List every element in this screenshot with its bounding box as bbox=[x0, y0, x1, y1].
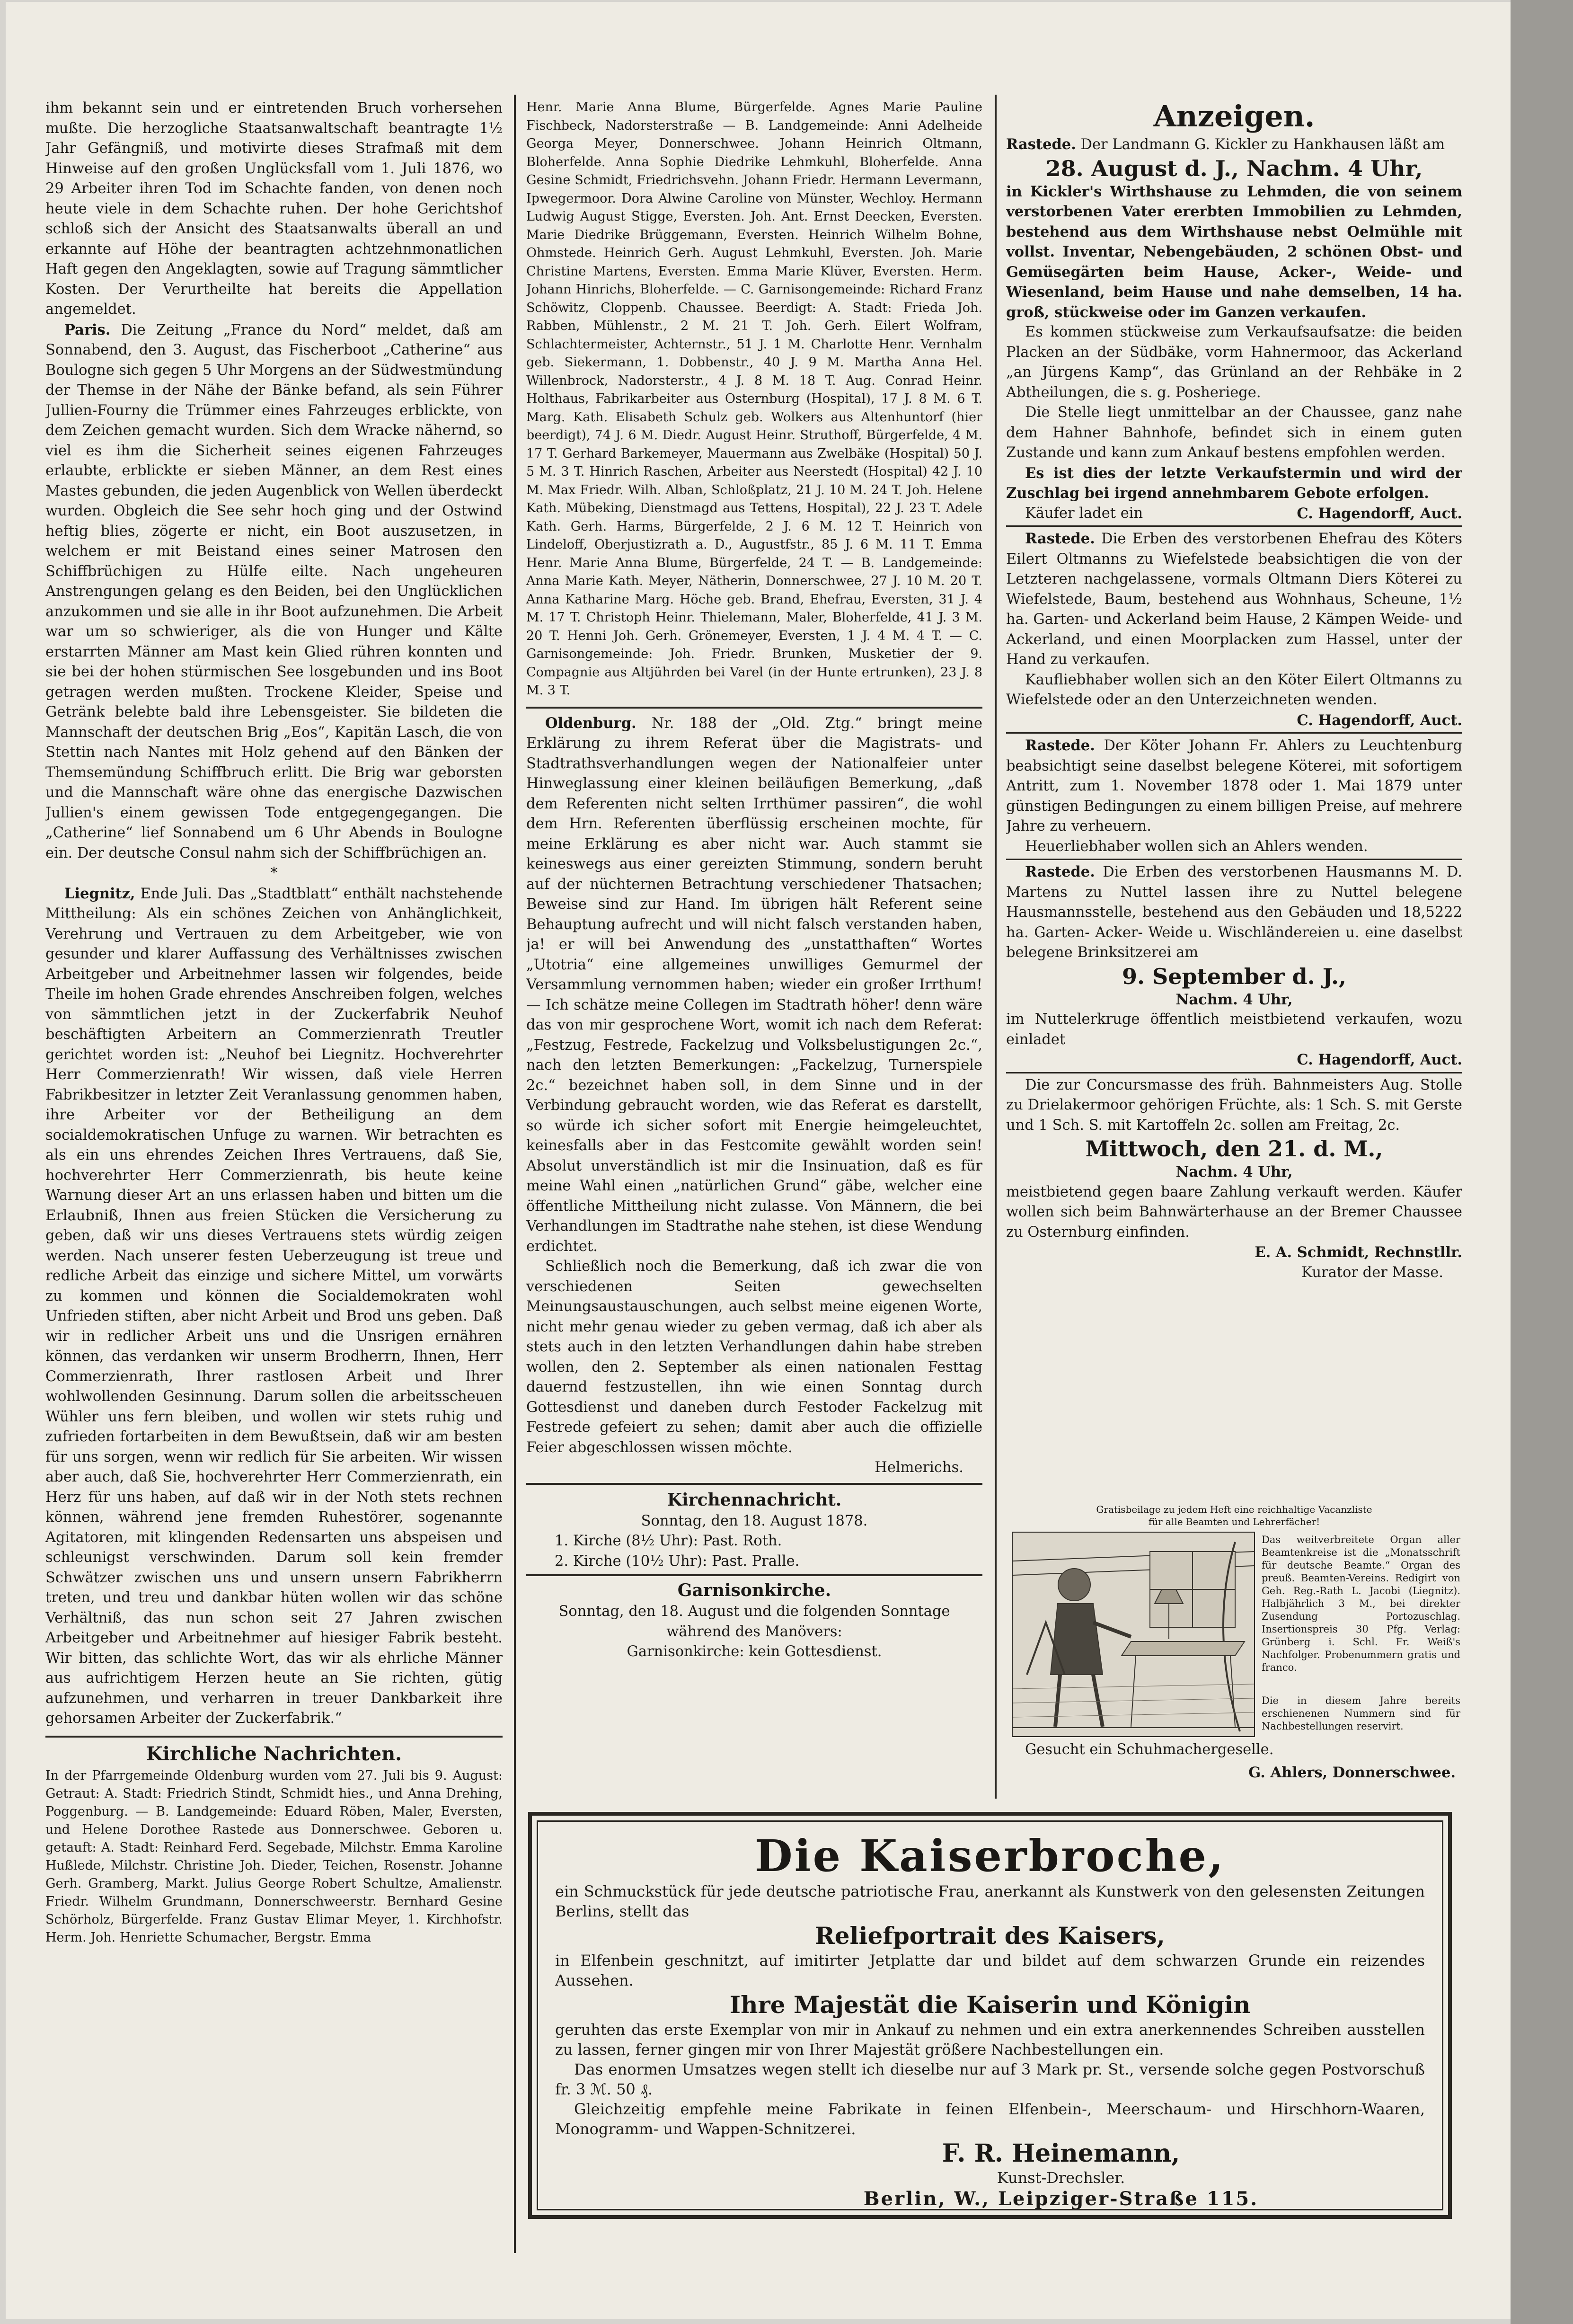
beamten-ad bbox=[1006, 1503, 1462, 1806]
ad4-time: Nachm. 4 Uhr, bbox=[1175, 991, 1293, 1008]
dateline-liegnitz: Liegnitz, bbox=[64, 885, 135, 902]
ad5-body: Die zur Concursmasse des früh. Bahnmeisters Aug. Stolle zu Drielakermoor gehörigen Früchte, als: 1 Sch. S. mit Gerste und 1 Sch. S. mit Kartoffeln 2c. sollen am Freitag, 2c. bbox=[1006, 1076, 1462, 1134]
garrison-service-1: Sonntag, den 18. August und die folgenden Sonntage bbox=[558, 1603, 950, 1620]
ad-gesucht-sig: G. Ahlers, Donnerschwee. bbox=[1248, 1764, 1456, 1781]
ad2-body: Die Erben des verstorbenen Ehefrau des Köters Eilert Oltmanns zu Wiefelstede beabsichtigen die von der Letzteren nachgelassene, vormals Oltmann Diers Köterei zu Wiefelstede, Baum, bestehend aus Wohnhaus, Scheune, 1½ ha. Garten- und Ackerland beim Hause, 2 Kämpen Weide- und Ackerland, und einen Moorplacken zum Hassel, unter der Hand zu verkaufen. bbox=[1006, 531, 1462, 668]
column-rule-right bbox=[995, 95, 997, 1799]
church-register-list: In der Pfarrgemeinde Oldenburg wurden vom 27. Juli bis 9. August: Getraut: A. Stadt: Friedrich Stindt, Schmidt hies., und Anna Drehing, Poggenburg. — B. Landgemeinde: Eduard Röben, Maler, Eversten, und Helene Dorothee Rastede aus Donnerschwee. Geboren u. getauft: A. Stadt: Reinhard Ferd. Segebade, Milchstr. Emma Karoline Hußlede, Milchstr. Christine Joh. Dieder, Teichen, Rosenstr. Johanne Gerh. Gramberg, Markt. Julius George Robert Schultze, Amalienstr. Friedr. Wilhelm Grundmann, Donnerschweerstr. Bernhard Gesine Schörholz, Bürgerfelde. Franz Gustav Elimar Meyer, 1. Kirchhofstr. Herm. Joh. Henriette Schumacher, Bergstr. Emma bbox=[45, 1768, 503, 1945]
scan-margin bbox=[1511, 0, 1573, 2324]
ad4-body: Die Erben des verstorbenen Hausmanns M. D. Martens zu Nuttel lassen ihre zu Nuttel belegene Hausmannsstelle, bestehend aus den Gebäuden und 18,5222 ha. Garten- Acker- Weide u. Wischländereien u. eine daselbst belegene Brinksitzerei am bbox=[1006, 864, 1462, 961]
heading-anzeigen: Anzeigen. bbox=[1153, 99, 1315, 133]
article-oldenburg-body: Nr. 188 der „Old. Ztg.“ bringt meine Erklärung zu ihrem Referat über die Magistrats- und Stadtrathsverhandlungen wegen der Nationalfeier unter Hinweglassung einer kleinen beiläufigen Bemerkung, „daß dem Referenten nicht selten Irrthümer passiren“, die wohl dem Hrn. Referenten überflüssig erscheinen mochte, für meine Erklärung es aber nicht war. Auch stammt sie keineswegs aus einer gereizten Stimmung, sondern beruht auf der nüchternen Betrachtung verschiedener Thatsachen; Beweise sind zur Hand. Im übrigen hält Referent seine Behauptung aufrecht und will nicht falsch verstanden haben, ja! er will bei Anwendung des „unstatthaften“ Wortes „Utotria“ eine allgemeines unwilliges Gemurmel der Versammlung vernommen haben; wieder ein großer Irrthum! — Ich schätze meine Collegen im Stadtrath höher! denn wäre das von mir gesprochene Wort, womit ich nach dem Referat: „Festzug, Festrede, Fackelzug und Volksbelustigungen 2c.“, nach den letzten Bemerkungen: „Fackelzug, Turnerspiele 2c.“ bezeichnet haben soll, in dem Sinne und in der Verbindung gebraucht worden, wie das Referat es darstellt, so würde ich sicher sofort mit Energie heimgeleuchtet, keinesfalls aber in das Festcomite gewählt worden sein! Absolut unverständlich ist mir die Insinuation, daß es für meine Wahl einen „natürlichen Grund“ gäbe, welcher eine öffentliche Mittheilung nicht zulasse. Von Männern, die bei Verhandlungen im Stadtrathe nahe stehen, ist diese Wendung erdichtet. bbox=[526, 715, 982, 1255]
church-register-continued: Henr. Marie Anna Blume, Bürgerfelde. Agnes Marie Pauline Fischbeck, Nadorsterstraße — B. Landgemeinde: Anni Adelheide Georga Meyer, Donnerschwee. Johann Heinrich Oltmann, Bloherfelde. Anna Sophie Diedrike Lehmkuhl, Bloherfelde. Anna Gesine Schmidt, Friedrichsvehn. Johann Friedr. Hermann Levermann, Ipwegermoor. Dora Alwine Caroline von Münster, Wechloy. Hermann Ludwig August Stigge, Eversten. Joh. Ant. Ernst Deecken, Eversten. Marie Diedrike Brüggemann, Eversten. Heinrich Wilhelm Bohne, Ohmstede. Heinrich Gerh. August Lehmkuhl, Eversten. Joh. Marie Christine Martens, Eversten. Emma Marie Klüver, Eversten. Herm. Johann Hinrichs, Bloherfelde. — C. Garnisongemeinde: Richard Franz Schöwitz, Cloppenb. Chaussee. Beerdigt: A. Stadt: Frieda Joh. Rabben, Mühlenstr., 2 M. 21 T. Joh. Gerh. Eilert Wolfram, Schlachtermeister, Achternstr., 51 J. 1 M. Charlotte Henr. Vernhalm geb. Siekermann, 1. Dobbenstr., 40 J. 9 M. Martha Anna Hel. Willenbrock, Nadorsterstr., 4 J. 8 M. 18 T. Aug. Conrad Heinr. Holthaus, Fabrikarbeiter aus Osternburg (Hospital), 17 J. 8 M. 6 T. Marg. Kath. Elisabeth Schulz geb. Wolkers aus Altenhuntorf (hier beerdigt), 74 J. 6 M. Diedr. August Heinr. Struthoff, Bürgerfelde, 4 M. 17 T. Gerhard Barkemeyer, Mauermann aus Zwelbäke (Hospital) 50 J. 5 M. 3 T. Hinrich Raschen, Arbeiter aus Neerstedt (Hospital) 42 J. 10 M. Max Friedr. Wilh. Alban, Schloßplatz, 21 J. 10 M. 24 T. Joh. Helene Kath. Mübeking, Dienstmagd aus Tettens, Hospital), 22 J. 23 T. Adele Kath. Gerh. Harms, Bürgerfelde, 2 J. 6 M. 12 T. Heinrich von Lindeloff, Oberjustizrath a. D., Augustfstr., 85 J. 6 M. 11 T. Emma Henr. Marie Anna Blume, Bürgerfelde, 24 T. — B. Landgemeinde: Anna Marie Kath. Meyer, Nätherin, Donnerschwee, 27 J. 10 M. 20 T. Anna Katharine Marg. Höche geb. Brand, Ehefrau, Eversten, 31 J. 4 M. 17 T. Christoph Heinr. Thielemann, Maler, Bloherfelde, 41 J. 3 M. 20 T. Henni Joh. Gerh. Grönemeyer, Eversten, 1 J. 4 M. 4 T. — C. Garnisongemeinde: Joh. Friedr. Brunken, Musketier der 9. Compagnie aus Altjührden bei Varel (in der Hunte ertrunken), 23 J. 8 M. 3 T. bbox=[526, 100, 982, 698]
ad1-sig-right: C. Hagendorff, Auct. bbox=[1297, 505, 1462, 522]
article-oldenburg-p2: Schließlich noch die Bemerkung, daß ich zwar die von verschiedenen Seiten gewechselten Meinungsaustauschungen, auch selbst meine eigenen Worte, nicht mehr genau wieder zu geben vermag, daß ich aber als stets auch in den letzten Verhandlungen dahin habe streben wollen, den 2. September als einen nationalen Festtag dauernd festzustellen, ihn wie einen Sonntag durch Gottesdienst und daneben durch Festoder Fackelzug mit Festrede gefeiert zu sehen; damit aber auch die offizielle Feier abgeschlossen wissen möchte. bbox=[526, 1258, 982, 1456]
kaiserbroche-line-5: geruhten das erste Exemplar von mir in Ankauf zu nehmen und ein extra anerkennendes Schreiben ausstellen zu lassen, ferner gingen mir von Ihrer Majestät größere Nachbestellungen ein. bbox=[555, 2021, 1425, 2058]
ad3-p2: Heuerliebhaber wollen sich an Ahlers wenden. bbox=[1025, 838, 1368, 855]
ad1-p3: Die Stelle liegt unmittelbar an der Chaussee, ganz nahe dem Hahner Bahnhofe, befindet sich in einem guten Zustande und kann zum Ankauf bestens empfohlen werden. bbox=[1006, 404, 1462, 461]
beamten-ad-note: Die in diesem Jahre bereits erschienenen Nummern sind für Nachbestellungen reservirt. bbox=[1262, 1695, 1460, 1732]
ad-gesucht: Gesucht ein Schuhmachergeselle. bbox=[1025, 1741, 1274, 1758]
ad1-intro bbox=[1006, 134, 1462, 155]
dateline-paris: Paris. bbox=[64, 321, 111, 338]
ad5-time: Nachm. 4 Uhr, bbox=[1175, 1163, 1293, 1180]
church-service-1: 1. Kirche (8½ Uhr): Past. Roth. bbox=[555, 1533, 782, 1549]
kaiserbroche-trade: Kunst-Drechsler. bbox=[997, 2169, 1125, 2187]
ad4-sig: C. Hagendorff, Auct. bbox=[1297, 1051, 1462, 1068]
ad3-lead: Rastede. bbox=[1025, 737, 1095, 754]
garrison-service-2: während des Manövers: bbox=[666, 1623, 842, 1640]
kaiserbroche-line-1: ein Schmuckstück für jede deutsche patriotische Frau, anerkannt als Kunstwerk von den gelesensten Zeitungen Berlins, stellt das bbox=[555, 1882, 1425, 1920]
article-liegnitz bbox=[45, 884, 503, 1729]
dateline-oldenburg: Oldenburg. bbox=[545, 714, 636, 732]
ad5-sig1: E. A. Schmidt, Rechnstllr. bbox=[1255, 1244, 1462, 1261]
reading-man-illustration bbox=[1012, 1532, 1255, 1737]
ad2 bbox=[1006, 529, 1462, 670]
ad1-sig-left: Käufer ladet ein bbox=[1025, 505, 1143, 522]
column-rule-left bbox=[514, 95, 516, 2253]
article-mine-verdict: ihm bekannt sein und er eintretenden Bruch vorhersehen mußte. Die herzogliche Staatsanwaltschaft beantragte 1½ Jahr Gefängniß, und motivirte dieses Strafmaß mit dem Hinweise auf den großen Unglücksfall vom 1. Juli 1876, wo 29 Arbeiter ihren Tod im Schachte fanden, von denen noch heute viele in dem Schachte ruhen. Der hohe Gerichtshof schloß sich der Ansicht des Staatsanwalts überall an und erkannte auf Höhe der beantragten achtzehnmonatlichen Haft gegen den Angeklagten, sowie auf Tragung sämmtlicher Kosten. Der Verurtheilte hat bereits die Appellation angemeldet. bbox=[45, 100, 503, 318]
heading-kirchennachricht: Kirchennachricht. bbox=[667, 1490, 842, 1510]
ad1-lead: Rastede. bbox=[1006, 136, 1076, 153]
kaiserbroche-line-4: Ihre Majestät die Kaiserin und Königin bbox=[729, 1991, 1251, 2019]
kaiserbroche-title: Die Kaiserbroche, bbox=[754, 1830, 1226, 1881]
ad1-line1: Der Landmann G. Kickler zu Hankhausen läßt am bbox=[1080, 136, 1445, 153]
kaiserbroche-line-6: Das enormen Umsatzes wegen stellt ich dieselbe nur auf 3 Mark pr. St., versende solche gegen Postvorschuß fr. 3 ℳ. 50 ₰. bbox=[555, 2060, 1425, 2098]
separator-star: * bbox=[270, 865, 278, 881]
ad4 bbox=[1006, 862, 1462, 963]
article-liegnitz-body: Ende Juli. Das „Stadtblatt“ enthält nachstehende Mittheilung: Als ein schönes Zeichen von Anhänglichkeit, Verehrung und Vertrauen zu dem Arbeitgeber, wie von gesunder und klarer Auffassung des Verhältnisses zwischen Arbeitgeber und Arbeitnehmer lassen wir folgendes, beide Theile im hohen Grade ehrendes Anschreiben folgen, welches von sämmtlichen jetzt in der Zuckerfabrik Neuhof beschäftigten Arbeitern an Commerzienrath Treutler gerichtet worden ist: „Neuhof bei Liegnitz. Hochverehrter Herr Commerzienrath! Wir wissen, daß viele Herren Fabrikbesitzer in letzter Zeit Veranlassung genommen haben, ihre Arbeiter vor der Betheiligung an dem socialdemokratischen Unfuge zu warnen. Wir betrachten es als ein uns ehrendes Zeichen Ihres Vertrauens, daß Sie, hochverehrter Herr Commerzienrath, bis heute keine Warnung dieser Art an uns erlassen haben und bitten um die Erlaubniß, Ihnen aus freien Stücken die Versicherung zu geben, daß wir uns dieses Vertrauens stets würdig zeigen werden. Nach unserer festen Ueberzeugung ist treue und redliche Arbeit das einzige und sichere Mittel, um vorwärts zu kommen und können die Socialdemokraten wohl Unfrieden stiften, aber nicht Arbeit und Brod uns geben. Daß wir in redlicher Arbeit uns und die Unsrigen ernähren können, das verdanken wir unserm Brodherrn, Ihnen, Herr Commerzienrath, Ihrer rastlosen Arbeit und Ihrer wohlwollenden Gesinnung. Darum sollen die arbeitsscheuen Wühler uns fern bleiben, und wollen wir stets ruhig und zufrieden fortarbeiten in dem Bewußtsein, daß wir am besten für uns sorgen, wenn wir redlich für Sie arbeiten. Wir wissen aber auch, daß Sie, hochverehrter Herr Commerzienrath, ein Herz für uns haben, auf daß wir in der Noth stets rechnen können, während jene fremden Ruhestörer, sogenannte Agitatoren, mit klingenden Redensarten uns abspeisen und schleunigst verschwinden. Darum soll kein fremder Schwätzer zwischen uns und unsern unsern Fabrikherrn treten, und treu und dankbar hüten wollen wir das schöne Verhältniß, das nun schon seit 27 Jahren zwischen Arbeitgeber und Arbeitnehmer auf hiesiger Fabrik besteht. Wir bitten, das schlichte Wort, das wir als ehrliche Männer aus aufrichtigem Herzen heute an Sie richten, gütig aufzunehmen, und verharren in treuer Dankbarkeit ihre gehorsamen Arbeiter der Zuckerfabrik.“ bbox=[45, 885, 503, 1727]
beamten-ad-caption-2: für alle Beamten und Lehrerfächer! bbox=[1148, 1516, 1320, 1527]
ad2-lead: Rastede. bbox=[1025, 530, 1095, 547]
church-service-date: Sonntag, den 18. August 1878. bbox=[641, 1512, 868, 1529]
article-paris bbox=[45, 320, 503, 864]
ad4-lead: Rastede. bbox=[1025, 863, 1095, 880]
ad5-sig2: Kurator der Masse. bbox=[1301, 1264, 1443, 1281]
ad5-date: Mittwoch, den 21. d. M., bbox=[1085, 1136, 1383, 1162]
heading-kirchliche-nachrichten: Kirchliche Nachrichten. bbox=[146, 1742, 402, 1765]
ad4-date: 9. September d. J., bbox=[1122, 963, 1346, 989]
ad3-body: Der Köter Johann Fr. Ahlers zu Leuchtenburg beabsichtigt seine daselbst belegene Köterei, mit sofortigem Antritt, zum 1. November 1878 oder 1. Mai 1879 unter günstigen Bedingungen zu einem billigen Preise, auf mehrere Jahre zu verheuern. bbox=[1006, 737, 1462, 834]
kaiserbroche-line-3: in Elfenbein geschnitzt, auf imitirter Jetplatte dar und bildet auf dem schwarzen Grunde ein reizendes Aussehen. bbox=[555, 1951, 1425, 1989]
column-2 bbox=[526, 98, 982, 1812]
kaiserbroche-line-2: Reliefportrait des Kaisers, bbox=[815, 1922, 1165, 1950]
ad1-p2: Es kommen stückweise zum Verkaufsaufsatze: die beiden Placken an der Südbäke, vorm Hahnermoor, das Ackerland „an Jürgens Kamp“, das Grünland an der Rehbäke in 2 Abtheilungen, die s. g. Posheriege. bbox=[1006, 324, 1462, 401]
church-service-2: 2. Kirche (10½ Uhr): Past. Pralle. bbox=[555, 1552, 800, 1570]
ad5-body2: meistbietend gegen baare Zahlung verkauft werden. Käufer wollen sich beim Bahnwärterhause an der Bremer Chaussee zu Osternburg einfinden. bbox=[1006, 1183, 1462, 1241]
heading-garnisonkirche: Garnisonkirche. bbox=[677, 1580, 831, 1600]
ad1-date: 28. August d. J., Nachm. 4 Uhr, bbox=[1045, 155, 1423, 181]
ad1-bold: Es ist dies der letzte Verkaufstermin und wird der Zuschlag bei irgend annehmbarem Gebote erfolgen. bbox=[1006, 464, 1462, 502]
article-paris-body: Die Zeitung „France du Nord“ meldet, daß am Sonnabend, den 3. August, das Fischerboot „Catherine“ aus Boulogne sich gegen 5 Uhr Morgens an der Südwestmündung der Themse in der Nähe der Bänke befand, als sein Führer Jullien-Fourny die Trümmer eines Fahrzeuges erblickte, von dem Zeichen gemacht wurden. Sich dem Wracke nähernd, so viel es ihm die Sicherheit seines eigenen Fahrzeuges erlaubte, erblickte er sieben Männer, an dem Rest eines Mastes gebunden, die jeden Augenblick von Wellen überdeckt wurden. Obgleich die See sehr hoch ging und der Ostwind heftig blies, zögerte er nicht, ein Boot auszusetzen, in welchem er mit Beistand eines seiner Matrosen den Schiffbrüchigen zu Hülfe eilte. Nach ungeheuren Anstrengungen gelang es den Beiden, bei den Unglücklichen anzukommen und sie alle in ihr Boot aufzunehmen. Die Arbeit war um so schwieriger, als die von Hunger und Kälte erstarrten Männer am Mast kein Glied rühren konnten und sie bei der hohen stürmischen See losgebunden und ins Boot getragen werden mußten. Trockene Kleider, Speise und Getränk belebte bald ihre Lebensgeister. Sie bildeten die Mannschaft der deutschen Brig „Eos“, Kapitän Lasch, die von Stettin nach Nantes mit Holz gehend auf den Bänken der Themsemündung Schiffbruch erlitt. Die Brig war geborsten und die Mannschaft wäre ohne das energische Dazwischen Jullien's einem gewissen Tode entgegengegangen. Die „Catherine“ lief Sonnabend um 6 Uhr Abends in Boulogne ein. Der deutsche Consul nahm sich der Schiffbrüchigen an. bbox=[45, 321, 503, 861]
beamten-ad-text: Das weitverbreitete Organ aller Beamtenkreise ist die „Monatsschrift für deutsche Beamte.“ Organ des preuß. Beamten-Vereins. Redigirt von Geh. Reg.-Rath L. Jacobi (Liegnitz). Halbjährlich 3 M., bei direkter Zusendung Portozuschlag. Insertionspreis 30 Pfg. Verlag: Grünberg i. Schl. Fr. Weiß's Nachfolger. Probenummern gratis und franco. bbox=[1262, 1534, 1460, 1673]
signature-helmerichs: Helmerichs. bbox=[875, 1459, 963, 1476]
engraving-icon bbox=[1013, 1533, 1254, 1736]
beamten-ad-caption-1: Gratisbeilage zu jedem Heft eine reichhaltige Vacanzliste bbox=[1096, 1504, 1372, 1515]
ad2-p2: Kaufliebhaber wollen sich an den Köter Eilert Oltmanns zu Wiefelstede oder an den Unterzeichneten wenden. bbox=[1006, 671, 1462, 708]
kaiserbroche-line-7: Gleichzeitig empfehle meine Fabrikate in feinen Elfenbein-, Meerschaum- und Hirschhorn-Waaren, Monogramm- und Wappen-Schnitzerei. bbox=[555, 2100, 1425, 2138]
ad4-body2: im Nuttelerkruge öffentlich meistbietend verkaufen, wozu einladet bbox=[1006, 1011, 1462, 1048]
article-oldenburg bbox=[526, 713, 982, 1257]
garrison-service-3: Garnisonkirche: kein Gottesdienst. bbox=[627, 1643, 882, 1660]
ad2-sig: C. Hagendorff, Auct. bbox=[1297, 711, 1462, 729]
kaiserbroche-firm: F. R. Heinemann, bbox=[942, 2139, 1180, 2168]
ad3 bbox=[1006, 736, 1462, 837]
column-1 bbox=[45, 98, 503, 2323]
ad1-body: in Kickler's Wirthshause zu Lehmden, die von seinem verstorbenen Vater ererbten Immobilien zu Lehmden, bestehend aus dem Wirthshause nebst Oelmühle mit vollst. Inventar, Nebengebäuden, 2 schönen Obst- und Gemüsegärten beim Hause, Acker-, Weide- und Wiesenland, beim Hause und nahe demselben, 14 ha. groß, stückweise oder im Ganzen verkaufen. bbox=[1006, 183, 1462, 321]
kaiserbroche-address: Berlin, W., Leipziger-Straße 115. bbox=[863, 2188, 1259, 2210]
kaiserbroche-ad bbox=[528, 1812, 1452, 2219]
